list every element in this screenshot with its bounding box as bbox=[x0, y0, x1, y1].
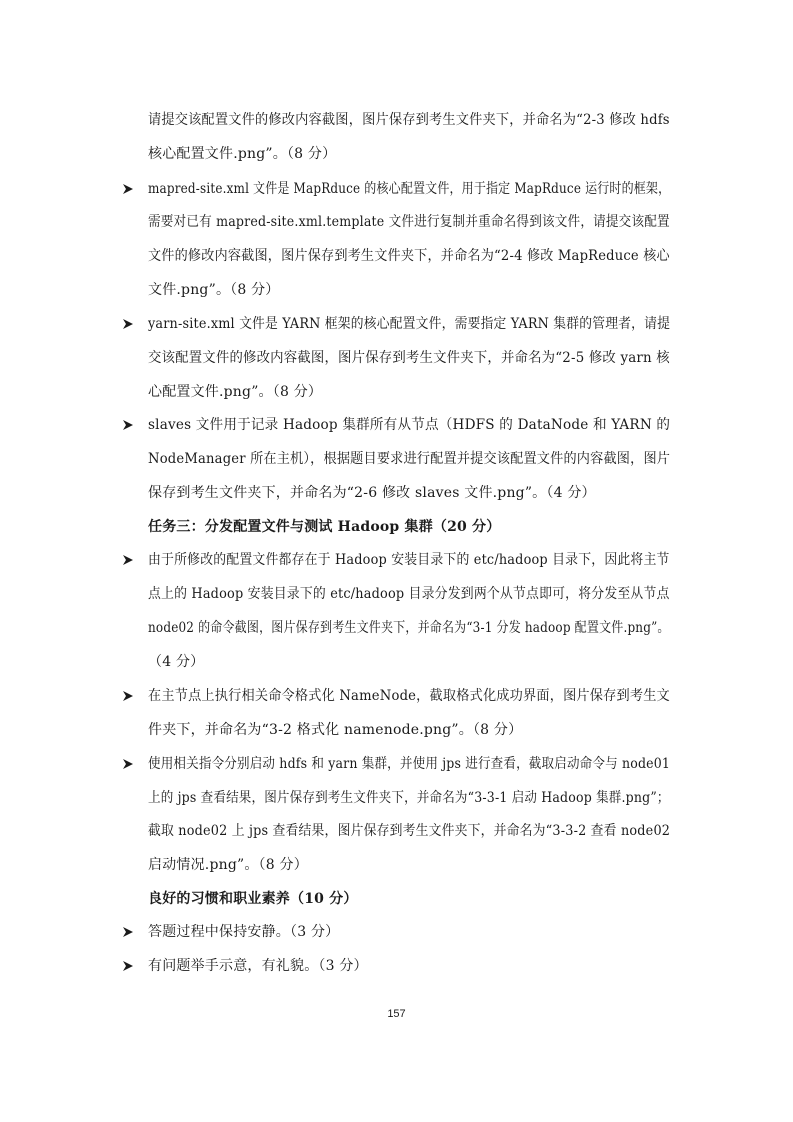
arrow-bullet-icon bbox=[121, 182, 135, 196]
arrow-bullet-icon bbox=[121, 959, 135, 973]
arrow-bullet-icon bbox=[121, 317, 135, 331]
body-text-line: 心配置文件.png”。（8 分） bbox=[148, 384, 323, 400]
body-text-line: 使用相关指令分别启动 hdfs 和 yarn 集群，并使用 jps 进行查看，截取启动命令与 node01 bbox=[148, 756, 671, 772]
body-text-line: 点上的 Hadoop 安装目录下的 etc/hadoop 目录分发到两个从节点即可，将分发至从节点 bbox=[148, 586, 670, 602]
body-text-line: 上的 jps 查看结果，图片保存到考生文件夹下，并命名为“3-3-1 启动 Hadoop 集群.png”； bbox=[148, 790, 670, 806]
body-text-line: 交该配置文件的修改内容截图，图片保存到考生文件夹下，并命名为“2-5 修改 yarn 核 bbox=[148, 350, 670, 366]
arrow-bullet-icon bbox=[121, 925, 135, 939]
body-text-line: （4 分） bbox=[148, 654, 205, 670]
arrow-bullet-icon bbox=[121, 418, 135, 432]
body-text-line: 文件.png”。（8 分） bbox=[148, 282, 280, 298]
arrow-bullet-icon bbox=[121, 689, 135, 703]
arrow-bullet-icon bbox=[121, 553, 135, 567]
body-text-line: 文件的修改内容截图，图片保存到考生文件夹下，并命名为“2-4 修改 MapReduce 核心 bbox=[148, 248, 670, 264]
section-heading: 任务三：分发配置文件与测试 Hadoop 集群（20 分） bbox=[148, 519, 501, 535]
body-text-line: 请提交该配置文件的修改内容截图，图片保存到考生文件夹下，并命名为“2-3 修改 hdfs bbox=[148, 112, 670, 128]
body-text-line: 需要对已有 mapred-site.xml.template 文件进行复制并重命名得到该文件，请提交该配置 bbox=[148, 214, 670, 230]
body-text-line: 答题过程中保持安静。（3 分） bbox=[148, 924, 340, 940]
body-text-line: slaves 文件用于记录 Hadoop 集群所有从节点（HDFS 的 DataNode 和 YARN 的 bbox=[148, 417, 671, 433]
section-heading: 良好的习惯和职业素养（10 分） bbox=[148, 891, 358, 907]
arrow-bullet-icon bbox=[121, 757, 135, 771]
body-text-line: 启动情况.png”。（8 分） bbox=[148, 857, 308, 873]
body-text-line: NodeManager 所在主机），根据题目要求进行配置并提交该配置文件的内容截图，图片 bbox=[148, 451, 671, 467]
body-text-line: node02 的命令截图，图片保存到考生文件夹下，并命名为“3-1 分发 hadoop 配置文件.png”。 bbox=[148, 620, 670, 636]
body-text-line: 核心配置文件.png”。（8 分） bbox=[148, 146, 337, 162]
body-text-line: 截取 node02 上 jps 查看结果，图片保存到考生文件夹下，并命名为“3-3-2 查看 node02 bbox=[148, 823, 671, 839]
body-text-line: 保存到考生文件夹下，并命名为“2-6 修改 slaves 文件.png”。（4 分） bbox=[148, 485, 596, 501]
body-text-line: 在主节点上执行相关命令格式化 NameNode，截取格式化成功界面，图片保存到考生文 bbox=[148, 688, 670, 704]
body-text-line: yarn-site.xml 文件是 YARN 框架的核心配置文件，需要指定 YARN 集群的管理者，请提 bbox=[148, 316, 671, 332]
body-text-line: 件夹下，并命名为“3-2 格式化 namenode.png”。（8 分） bbox=[148, 722, 523, 738]
page-number: 157 bbox=[387, 1008, 406, 1020]
body-text-line: 有问题举手示意，有礼貌。（3 分） bbox=[148, 958, 368, 974]
body-text-line: mapred-site.xml 文件是 MapRduce 的核心配置文件，用于指定 MapRduce 运行时的框架， bbox=[148, 181, 671, 197]
body-text-line: 由于所修改的配置文件都存在于 Hadoop 安装目录下的 etc/hadoop 目录下，因此将主节 bbox=[148, 552, 670, 568]
